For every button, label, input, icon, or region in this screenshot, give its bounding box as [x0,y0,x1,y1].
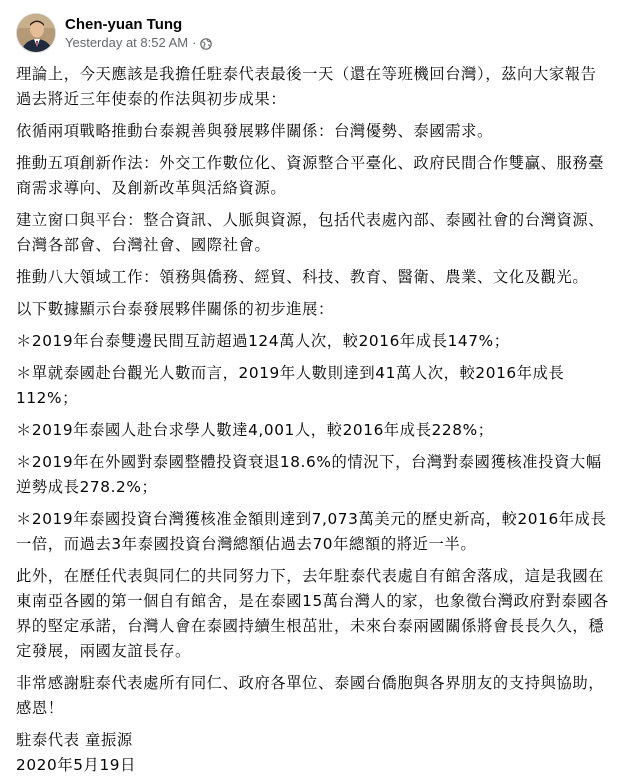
stat-item: ＊2019年泰國人赴台求學人數達4,001人，較2016年成長228%； [16,421,494,439]
signature-name: 駐泰代表 童振源 [16,731,133,749]
paragraph-office: 此外，在歷任代表與同仁的共同努力下，去年駐泰代表處自有館舍落成，這是我國在東南亞各國的第一個自有館舍，是在泰國15萬台灣人的家，也象徵台灣政府對泰國各界的堅定承諾，台灣人會在泰國持續生根茁壯，未來台泰兩國關係將會長長久久，穩定發展，兩國友誼長存。 [16,567,609,660]
paragraph-eight-fields: 推動八大領域工作：領務與僑務、經貿、科技、教育、醫衛、農業、文化及觀光。 [16,268,589,286]
post-header [16,11,212,55]
stat-item: ＊2019年台泰雙邊民間互訪超過124萬人次，較2016年成長147%； [16,332,510,350]
paragraph-thanks: 非常感謝駐泰代表處所有同仁、政府各單位、泰國台僑胞與各界朋友的支持與協助，感恩！ [16,674,605,717]
signature-date: 2020年5月19日 [16,756,137,774]
paragraph-data-intro: 以下數據顯示台泰發展夥伴關係的初步進展： [16,300,334,318]
stat-item: ＊2019年泰國投資台灣獲核准金額則達到7,073萬美元的歷史新高，較2016年成長一倍，而過去3年泰國投資台灣總額佔過去70年總額的將近一半。 [16,510,607,553]
profile-photo [17,14,56,53]
paragraph-strategy: 依循兩項戰略推動台泰親善與發展夥伴關係：台灣優勢、泰國需求。 [16,122,493,140]
globe-icon[interactable] [200,37,212,49]
post-body [16,62,612,778]
post-timestamp[interactable]: Yesterday at 8:52 AM [65,34,189,50]
paragraph-platform: 建立窗口與平台：整合資訊、人脈與資源，包括代表處內部、泰國社會的台灣資源、台灣各部會、台灣社會、國際社會。 [16,211,605,254]
post-time-row [65,34,212,52]
avatar[interactable] [16,13,56,53]
stat-item: ＊單就泰國赴台觀光人數而言，2019年人數則達到41萬人次，較2016年成長112%； [16,364,565,407]
meta-separator: · [192,34,197,50]
stat-item: ＊2019年在外國對泰國整體投資衰退18.6%的情況下，台灣對泰國獲核准投資大幅逆勢成長278.2%； [16,453,602,496]
post-meta [65,15,212,52]
author-name[interactable]: Chen-yuan Tung [65,15,183,33]
paragraph-innovations: 推動五項創新作法：外交工作數位化、資源整合平臺化、政府民間合作雙贏、服務臺商需求導向、及創新改革與活絡資源。 [16,154,605,197]
paragraph-intro: 理論上，今天應該是我擔任駐泰代表最後一天（還在等班機回台灣），茲向大家報告過去將近三年使泰的作法與初步成果： [16,65,597,108]
